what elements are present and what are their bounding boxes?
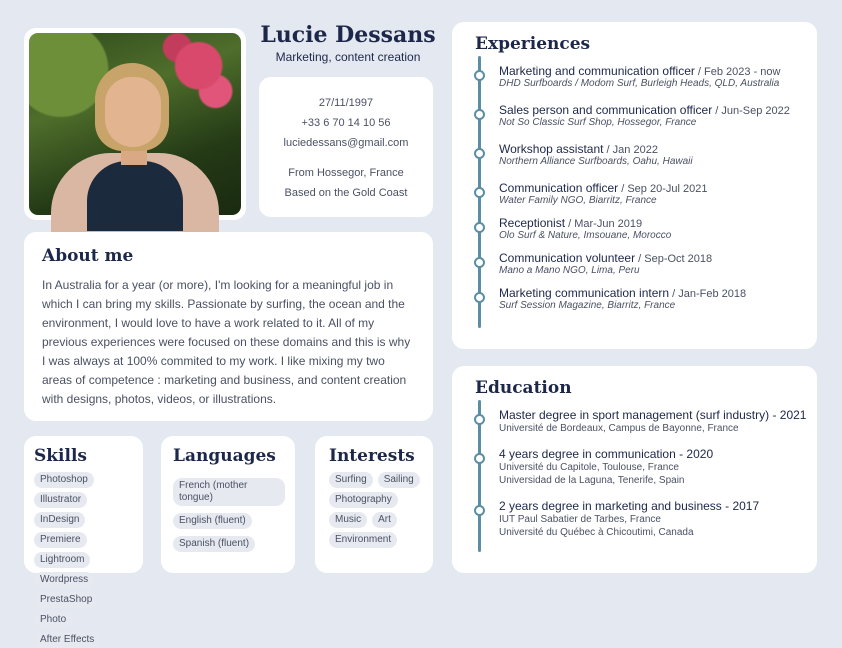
school-line: Université du Capitole, Toulouse, France xyxy=(499,462,679,473)
experience-place xyxy=(499,265,817,276)
skill-tag: Lightroom xyxy=(34,552,90,568)
role-dates: / Feb 2023 - now xyxy=(694,66,781,78)
organization: Water Family NGO, xyxy=(499,195,587,206)
experience-place xyxy=(499,117,817,128)
experience-role xyxy=(499,103,817,117)
location: Burleigh Heads, QLD, Australia xyxy=(637,78,780,89)
interests-list xyxy=(329,472,423,548)
role-dates: / Sep 20-Jul 2021 xyxy=(618,183,708,195)
email: luciedessans@gmail.com xyxy=(283,137,409,149)
interest-tag: Photography xyxy=(329,492,398,508)
experience-role xyxy=(499,216,817,230)
experience-role xyxy=(499,286,817,300)
role-title: Communication volunteer xyxy=(499,251,636,265)
contact-card xyxy=(259,77,433,217)
location: Oahu, Hawaii xyxy=(629,156,693,167)
interests-heading: Interests xyxy=(329,446,415,466)
location: Hossegor, France xyxy=(614,117,697,128)
base-location: Based on the Gold Coast xyxy=(284,187,408,199)
organization: Northern Alliance Surfboards, xyxy=(499,156,630,167)
role-dates: / Jan 2022 xyxy=(603,144,658,156)
role-dates: / Sep-Oct 2018 xyxy=(635,253,713,265)
experiences-card xyxy=(452,22,817,349)
birthdate: 27/11/1997 xyxy=(318,97,374,109)
interests-card xyxy=(315,436,433,573)
school-line: IUT Paul Sabatier de Tarbes, France xyxy=(499,514,661,525)
experience-entry xyxy=(475,216,817,241)
timeline-dot xyxy=(474,222,485,233)
interest-tag: Sailing xyxy=(378,472,420,488)
skill-tag: After Effects xyxy=(34,632,100,648)
location: Imsouane, Morocco xyxy=(580,230,672,241)
experience-place xyxy=(499,300,817,311)
experience-entry xyxy=(475,286,817,311)
organization: DHD Surfboards / Modom Surf, xyxy=(499,78,638,89)
organization: Not So Classic Surf Shop, xyxy=(499,117,615,128)
timeline-dot xyxy=(474,148,485,159)
degree-title: Master degree in sport management (surf industry) - 2021 xyxy=(499,408,807,422)
location: Lima, Peru xyxy=(588,265,640,276)
experience-entry xyxy=(475,142,817,167)
experience-entry xyxy=(475,251,817,276)
person-name: Lucie Dessans xyxy=(260,22,436,48)
role-title: Sales person and communication officer xyxy=(499,103,713,117)
language-tag: French (mother tongue) xyxy=(173,478,285,506)
role-dates: / Jun-Sep 2022 xyxy=(712,105,790,117)
experience-role xyxy=(499,64,817,78)
degree-title: 4 years degree in communication - 2020 xyxy=(499,447,714,461)
languages-list xyxy=(173,472,285,552)
experience-entry xyxy=(475,181,817,206)
timeline-dot xyxy=(474,70,485,81)
profile-photo xyxy=(29,33,241,215)
interest-tag: Surfing xyxy=(329,472,373,488)
school-line: Universidad de la Laguna, Tenerife, Spain xyxy=(499,475,685,486)
education-entry xyxy=(475,447,817,487)
languages-heading: Languages xyxy=(173,446,276,466)
organization: Surf Session Magazine, xyxy=(499,300,605,311)
interest-tag: Environment xyxy=(329,532,397,548)
organization: Mano a Mano NGO, xyxy=(499,265,589,276)
location: Biarritz, France xyxy=(586,195,657,206)
language-tag: Spanish (fluent) xyxy=(173,536,255,552)
education-timeline xyxy=(475,408,817,539)
skill-tag: InDesign xyxy=(34,512,85,528)
location: Biarritz, France xyxy=(604,300,676,311)
skill-tag: Premiere xyxy=(34,532,87,548)
about-heading: About me xyxy=(42,246,134,266)
experience-place xyxy=(499,156,817,167)
timeline-dot xyxy=(474,187,485,198)
about-text: In Australia for a year (or more), I'm looking for a meaningful job in which I can bring my skills. Passionate by surfing, the ocean and the environment, I would love to have a work related to it. All of my previous experiences were focused on these domains and this is why I was always at 100% commited to my work. I like mixing my two areas of competence : marketing and business, and content creation with designs, photos, videos, or illustrations. xyxy=(42,278,411,406)
role-title: Receptionist xyxy=(499,216,566,230)
interest-tag: Art xyxy=(372,512,397,528)
school-line: Université du Québec à Chicoutimi, Canada xyxy=(499,527,694,538)
skill-tag: PrestaShop xyxy=(34,592,98,608)
experiences-heading: Experiences xyxy=(475,34,591,54)
origin: From Hossegor, France xyxy=(288,167,404,179)
skills-heading: Skills xyxy=(34,446,88,466)
languages-card xyxy=(161,436,295,573)
timeline-dot xyxy=(474,414,485,425)
language-tag: English (fluent) xyxy=(173,513,252,529)
experience-entry xyxy=(475,103,817,128)
timeline-dot xyxy=(474,292,485,303)
education-entry xyxy=(475,408,817,435)
timeline-dot xyxy=(474,505,485,516)
experience-role xyxy=(499,142,817,156)
skills-list xyxy=(34,472,133,648)
experience-place xyxy=(499,230,817,241)
timeline-dot xyxy=(474,257,485,268)
timeline-dot xyxy=(474,109,485,120)
role-title: Workshop assistant xyxy=(499,142,604,156)
about-card xyxy=(24,232,433,421)
degree-title: 2 years degree in marketing and business - 2017 xyxy=(499,499,760,513)
experience-place xyxy=(499,78,817,89)
role-title: Communication officer xyxy=(499,181,619,195)
education-entry xyxy=(475,499,817,539)
experience-role xyxy=(499,251,817,265)
role-title: Marketing communication intern xyxy=(499,286,670,300)
role-dates: / Jan-Feb 2018 xyxy=(669,288,747,300)
role-dates: / Mar-Jun 2019 xyxy=(565,218,643,230)
interest-tag: Music xyxy=(329,512,367,528)
experiences-timeline xyxy=(475,64,817,311)
timeline-dot xyxy=(474,453,485,464)
person-title: Marketing, content creation xyxy=(275,50,421,64)
skill-tag: Illustrator xyxy=(34,492,87,508)
skill-tag: Photo xyxy=(34,612,72,628)
school-line: Université de Bordeaux, Campus de Bayonne, France xyxy=(499,423,739,434)
skill-tag: Wordpress xyxy=(34,572,94,588)
experience-place xyxy=(499,195,817,206)
profile-photo-card xyxy=(24,28,246,220)
education-heading: Education xyxy=(475,378,572,398)
role-title: Marketing and communication officer xyxy=(499,64,695,78)
experience-role xyxy=(499,181,817,195)
skill-tag: Photoshop xyxy=(34,472,94,488)
experience-entry xyxy=(475,64,817,89)
phone: +33 6 70 14 10 56 xyxy=(301,117,391,129)
education-card xyxy=(452,366,817,573)
skills-card xyxy=(24,436,143,645)
organization: Olo Surf & Nature, xyxy=(499,230,581,241)
